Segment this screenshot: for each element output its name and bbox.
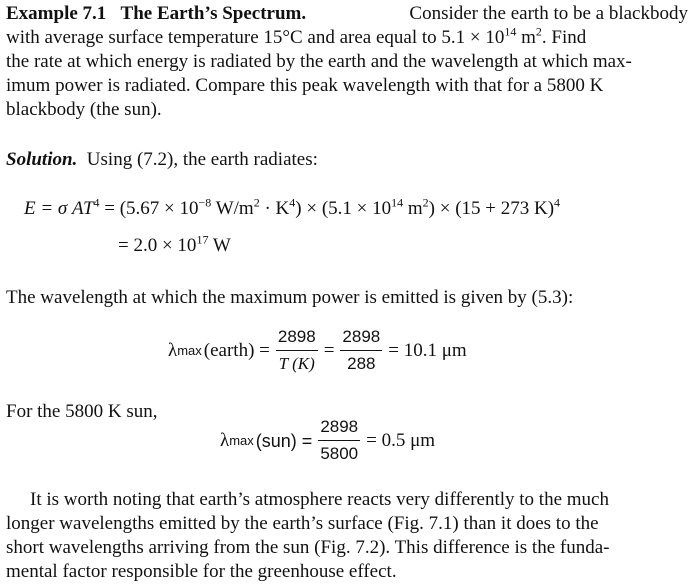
wavelength-paragraph: The wavelength at which the maximum power is emitted is given by (5.3): [6, 287, 574, 308]
example-line-5: blackbody (the sun). [6, 99, 162, 120]
sun-paragraph: For the 5800 K sun, [6, 401, 158, 422]
example-paragraph [6, 2, 688, 122]
example-title: The Earth’s Spectrum. [120, 3, 307, 24]
earth-fraction-2: $\frac{2898}{288}$ [342, 327, 381, 373]
energy-equation-line-1: E = σ $AT^4 = (5.67 \times 10^{-8}$ $W/m^2 \cdot K^4) \times (5.1 \times 10^{14}$ $m^2) \times (15 + 273$ K)$^4$ [24, 195, 561, 219]
sun-wavelength-equation: λ max (sun) = $\frac{2898}{5800}$ = 0.5 μm [220, 417, 436, 463]
closing-paragraph: It is worth noting that earth’s atmosphere reacts very differently to the much longer wavelengths emitted by the earth’s surface (Fig. 7.1) than it does to the short wavelengths arriving from the sun (Fig. 7.2). This difference is the funda- mental factor responsible for the greenhouse effect. [6, 489, 610, 582]
example-line-1 [6, 2, 688, 26]
earth-wavelength-equation: λ max (earth) = $\frac{2898}{T (K)}$ = $\frac{2898}{288}$ = 10.1 μm [168, 327, 467, 373]
example-text-1: Consider the earth to be a blackbody [409, 3, 688, 24]
solution-text: Using (7.2), the earth radiates: [86, 149, 318, 170]
example-line-2: with average surface temperature 15°C and area equal to $5.1 \times 10^{14}$ $m^2$. Find [6, 24, 587, 48]
example-number: Example 7.1 [6, 3, 107, 24]
energy-equation-line-2: = $2.0 \times 10^{17}$ W [118, 232, 231, 256]
solution-intro [6, 148, 688, 172]
earth-fraction-1: $\frac{2898}{T (K)}$ [277, 327, 316, 373]
sun-fraction: $\frac{2898}{5800}$ [320, 417, 359, 463]
solution-label: Solution. [6, 149, 78, 170]
example-line-4: imum power is radiated. Compare this peak wavelength with that for a 5800 K [6, 75, 604, 96]
example-line-3: the rate at which energy is radiated by the earth and the wavelength at which max- [6, 51, 632, 72]
